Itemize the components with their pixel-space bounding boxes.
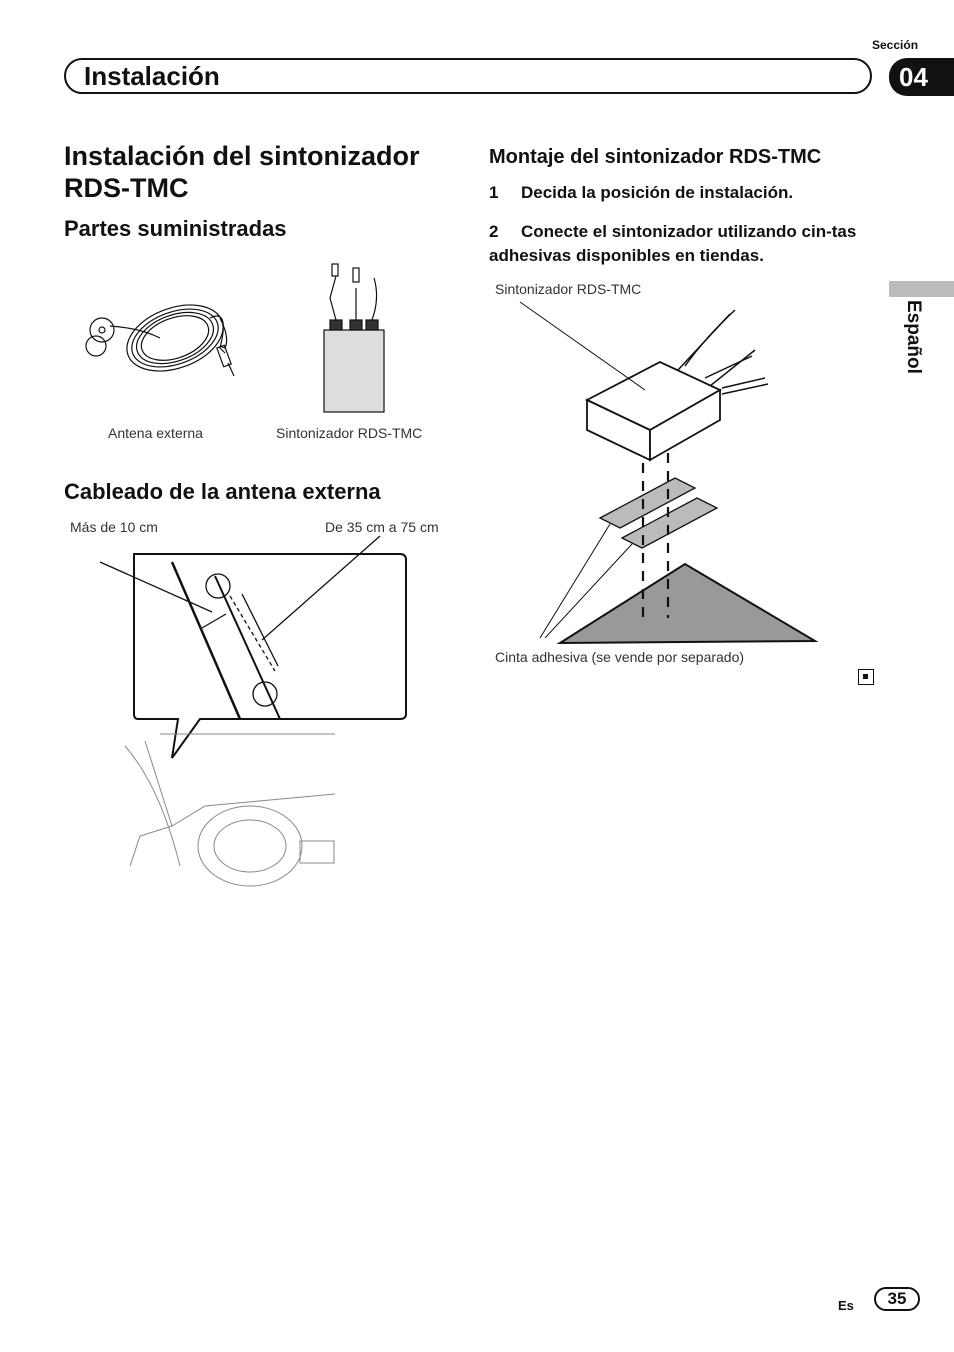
tuner-unit-illustration	[324, 264, 384, 412]
section-number-badge: 04	[889, 58, 954, 96]
tuner-mounting-illustration	[490, 298, 830, 648]
footer-language-code: Es	[838, 1298, 854, 1313]
caption-tuner: Sintonizador RDS-TMC	[276, 425, 423, 441]
caption-tuner-mount: Sintonizador RDS-TMC	[495, 281, 642, 297]
wiring-heading: Cableado de la antena externa	[64, 479, 381, 504]
page-title: Instalación del sintonizador RDS-TMC	[64, 141, 420, 203]
header-title: Instalación	[84, 61, 220, 91]
language-tab	[900, 300, 924, 410]
language-label: Español	[903, 300, 924, 374]
caption-range-distance: De 35 cm a 75 cm	[325, 519, 439, 535]
caption-adhesive-tape: Cinta adhesiva (se vende por separado)	[495, 649, 745, 665]
caption-min-distance: Más de 10 cm	[70, 519, 158, 535]
parts-heading: Partes suministradas	[64, 216, 287, 241]
language-tab-marker	[889, 281, 954, 297]
step-1-number: 1	[489, 183, 499, 202]
antenna-wiring-illustration	[100, 536, 440, 866]
mount-heading: Montaje del sintonizador RDS-TMC	[489, 146, 822, 168]
parts-illustration	[80, 258, 410, 418]
car-interior-illustration	[125, 734, 335, 886]
antenna-cable-illustration	[86, 293, 234, 384]
step-2-number: 2	[489, 222, 499, 241]
section-label: Sección	[872, 38, 919, 52]
step-2-text: Conecte el sintonizador utilizando cin-tas adhesivas disponibles en tiendas.	[489, 222, 857, 265]
page-number: 35	[874, 1287, 920, 1311]
step-1-text: Decida la posición de instalación.	[521, 183, 794, 202]
step-2	[489, 220, 869, 268]
step-1	[489, 181, 869, 205]
section-end-icon	[858, 669, 874, 685]
caption-antenna: Antena externa	[108, 425, 203, 441]
